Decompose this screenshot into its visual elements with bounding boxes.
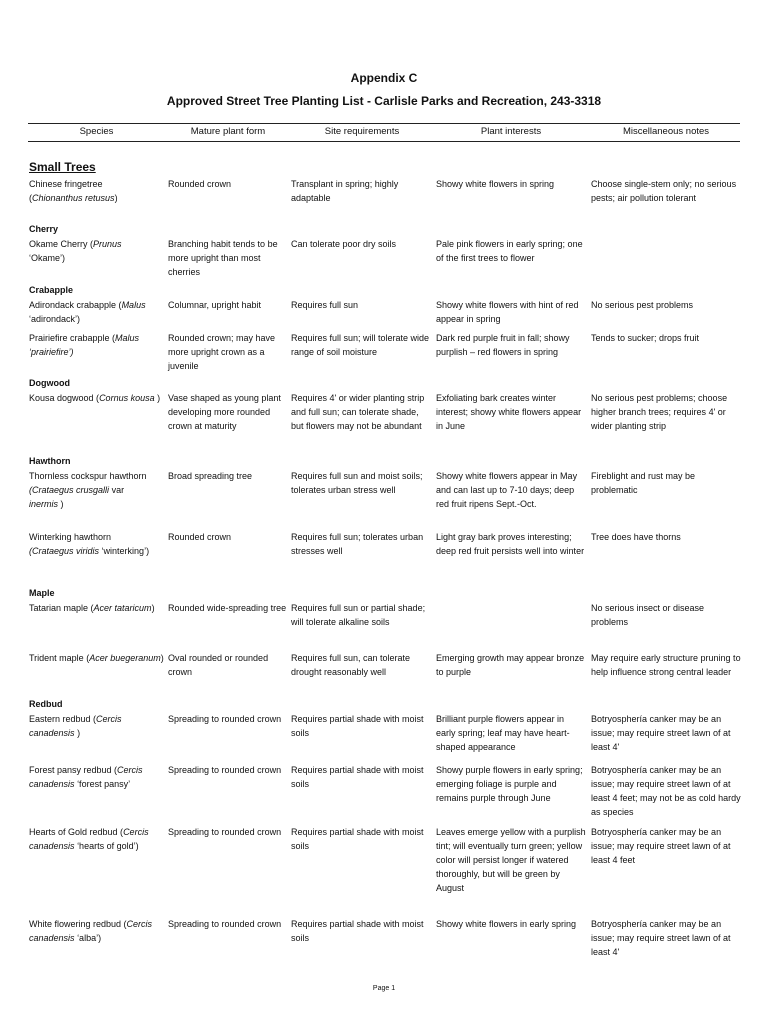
table-row-species — [29, 331, 164, 359]
plant-interests-cell: Pale pink flowers in early spring; one of the first trees to flower — [436, 239, 583, 263]
mature-form-cell: Spreading to rounded crown — [168, 765, 282, 775]
species-cultivar: ‘prairiefire’) — [29, 347, 74, 357]
species-common-name: Adirondack crabapple ( — [29, 300, 122, 310]
page-title: Appendix C — [350, 71, 418, 85]
species-latin-name: Cornus kousa — [99, 393, 155, 403]
table-row-species — [29, 469, 164, 511]
table-row-species: Chinese fringetree (Chionanthus retusus) — [29, 179, 118, 203]
mature-form-cell: Branching habit tends to be more upright than most cherries — [168, 239, 278, 277]
species-common-name: Forest pansy redbud ( — [29, 765, 118, 775]
species-latin-name: Cercis canadensis — [29, 827, 149, 851]
mature-form-cell: Vase shaped as young plant developing more rounded crown at maturity — [168, 393, 281, 431]
species-common-name: Hearts of Gold redbud ( — [29, 827, 124, 837]
table-row-species — [29, 763, 164, 791]
misc-notes-cell: Botryosphería canker may be an issue; may require street lawn of at least 4' — [591, 919, 731, 957]
header-species: Species — [79, 126, 114, 137]
plant-interests-cell: Dark red purple fruit in fall; showy purplish – red flowers in spring — [436, 333, 570, 357]
species-common-name: Thornless cockspur hawthorn — [29, 471, 147, 481]
header-site-requirements: Site requirements — [324, 126, 400, 137]
species-latin-name: (Crataegus viridis — [29, 546, 100, 556]
plant-interests-cell: Exfoliating bark creates winter interest; showy white flowers appear in June — [436, 393, 582, 431]
misc-notes-cell: Botryosphería canker may be an issue; may require street lawn of at least 4' — [591, 714, 731, 752]
species-cultivar: var — [111, 485, 125, 495]
mature-form-cell: Rounded crown — [168, 179, 232, 189]
header-top-rule — [28, 123, 740, 124]
group-heading-hawthorn: Hawthorn — [29, 456, 71, 466]
site-requirements-cell: Requires full sun or partial shade; will tolerate alkaline soils — [291, 603, 426, 627]
species-latin-name: Acer buegeranum — [89, 653, 161, 663]
species-latin-name: Malus — [115, 333, 140, 343]
species-common-name: Trident maple ( — [29, 653, 90, 663]
species-cultivar: ) — [77, 728, 81, 738]
table-row-species — [29, 651, 164, 665]
species-latin-name: Cercis canadensis — [29, 919, 153, 943]
plant-interests-cell: Showy white flowers appear in May and can last up to 7-10 days; deep red fruit ripens Sept.-Oct. — [436, 471, 578, 509]
section-small-trees: Small Trees — [29, 160, 96, 174]
species-common-name: Kousa dogwood ( — [29, 393, 100, 403]
species-cultivar: ) — [151, 603, 155, 613]
page-subtitle: Approved Street Tree Planting List - Carlisle Parks and Recreation, 243-3318 — [166, 94, 602, 108]
plant-interests-cell: Showy purple flowers in early spring; emerging foliage is purple and remains purple through June — [436, 765, 583, 803]
species-latin-name: Prunus — [93, 239, 122, 249]
site-requirements-cell: Requires full sun — [291, 300, 359, 310]
site-requirements-cell: Requires full sun; will tolerate wide range of soil moisture — [291, 333, 430, 357]
header-plant-interests: Plant interests — [480, 126, 542, 137]
species-latin-name: Acer tataricum — [93, 603, 152, 613]
misc-notes-cell: Botryosphería canker may be an issue; may require street lawn of at least 4 feet; may not be as cold hardy as species — [591, 765, 741, 817]
site-requirements-cell: Requires full sun, can tolerate drought reasonably well — [291, 653, 411, 677]
site-requirements-cell: Requires partial shade with moist soils — [291, 827, 424, 851]
group-heading-dogwood: Dogwood — [29, 378, 70, 388]
plant-interests-cell: Showy white flowers in spring — [436, 179, 555, 189]
site-requirements-cell: Requires partial shade with moist soils — [291, 765, 424, 789]
table-row-species — [29, 237, 164, 265]
mature-form-cell: Broad spreading tree — [168, 471, 253, 481]
misc-notes-cell: Botryosphería canker may be an issue; may require street lawn of at least 4 feet — [591, 827, 731, 865]
header-mature-form: Mature plant form — [190, 126, 266, 137]
species-common-name: Winterking hawthorn — [29, 532, 112, 542]
species-common-name: Prairiefire crabapple ( — [29, 333, 116, 343]
misc-notes-cell: Tends to sucker; drops fruit — [591, 333, 700, 343]
plant-interests-cell: Light gray bark proves interesting; deep red fruit persists well into winter — [436, 532, 585, 556]
site-requirements-cell: Requires partial shade with moist soils — [291, 919, 424, 943]
mature-form-cell: Rounded wide-spreading tree — [168, 603, 287, 613]
header-bottom-rule — [28, 141, 740, 142]
header-misc-notes: Miscellaneous notes — [622, 126, 710, 137]
species-cultivar: ‘adirondack’) — [29, 314, 81, 324]
site-requirements-cell: Requires full sun and moist soils; tolerates urban stress well — [291, 471, 423, 495]
species-latin-variety: inermis — [29, 499, 59, 509]
table-row-species — [29, 825, 164, 853]
species-latin-name: Cercis canadensis — [29, 765, 143, 789]
table-row-species — [29, 601, 164, 615]
misc-notes-cell: No serious pest problems; choose higher branch trees; requires 4' or wider planting strip — [591, 393, 728, 431]
species-latin-name: Cercis canadensis — [29, 714, 122, 738]
plant-interests-cell: Showy white flowers in early spring — [436, 919, 577, 929]
species-common-name: Chinese fringetree — [29, 179, 103, 189]
site-requirements-cell: Requires 4' or wider planting strip and full sun; can tolerate shade, but flowers may not be abundant — [291, 393, 425, 431]
table-row-species — [29, 530, 164, 558]
plant-interests-cell: Brilliant purple flowers appear in early spring; leaf may have heart-shaped appearance — [436, 714, 570, 752]
table-row-species — [29, 712, 164, 740]
misc-notes-cell: Choose single-stem only; no serious pests; air pollution tolerant — [591, 179, 737, 203]
plant-interests-cell: Showy white flowers with hint of red appear in spring — [436, 300, 579, 324]
species-latin-name: Malus — [121, 300, 146, 310]
species-cultivar: ‘Okame’) — [29, 253, 66, 263]
mature-form-cell: Spreading to rounded crown — [168, 714, 282, 724]
site-requirements-cell: Requires partial shade with moist soils — [291, 714, 424, 738]
group-heading-crabapple: Crabapple — [29, 285, 74, 295]
site-requirements-cell: Transplant in spring; highly adaptable — [291, 179, 399, 203]
plant-interests-cell: Emerging growth may appear bronze to purple — [436, 653, 585, 677]
site-requirements-cell: Can tolerate poor dry soils — [291, 239, 397, 249]
species-latin-name: Chionanthus retusus — [32, 193, 115, 203]
mature-form-cell: Columnar, upright habit — [168, 300, 262, 310]
species-common-name: Eastern redbud ( — [29, 714, 97, 724]
table-row-species — [29, 298, 164, 326]
species-latin-name: (Crataegus crusgalli — [29, 485, 110, 495]
misc-notes-cell: No serious pest problems — [591, 300, 694, 310]
mature-form-cell: Rounded crown; may have more upright crown as a juvenile — [168, 333, 276, 371]
species-cultivar-close: ) — [60, 499, 64, 509]
species-common-name: Tatarian maple ( — [29, 603, 94, 613]
species-common-name: Okame Cherry ( — [29, 239, 94, 249]
site-requirements-cell: Requires full sun; tolerates urban stresses well — [291, 532, 424, 556]
mature-form-cell: Rounded crown — [168, 532, 232, 542]
table-row-species — [29, 917, 164, 945]
mature-form-cell: Spreading to rounded crown — [168, 919, 282, 929]
table-row-species — [29, 391, 164, 405]
species-cultivar: ) — [157, 393, 161, 403]
species-cultivar: ‘winterking’) — [101, 546, 150, 556]
species-cultivar: ‘forest pansy’ — [77, 779, 131, 789]
mature-form-cell: Oval rounded or rounded crown — [168, 653, 269, 677]
misc-notes-cell: May require early structure pruning to help influence strong central leader — [591, 653, 741, 677]
plant-interests-cell: Leaves emerge yellow with a purplish tint; will eventually turn green; yellow color will persist longer if watered thoroughly, but will be green by August — [436, 827, 586, 893]
species-cultivar: ‘hearts of gold’) — [77, 841, 139, 851]
page-number: Page 1 — [372, 985, 396, 992]
misc-notes-cell: Fireblight and rust may be problematic — [591, 471, 696, 495]
misc-notes-cell: No serious insect or disease problems — [591, 603, 705, 627]
species-cultivar: ‘alba’) — [77, 933, 102, 943]
species-cultivar: ) — [160, 653, 164, 663]
species-common-name: White flowering redbud ( — [29, 919, 127, 929]
group-heading-maple: Maple — [29, 588, 55, 598]
group-heading-cherry: Cherry — [29, 224, 59, 234]
mature-form-cell: Spreading to rounded crown — [168, 827, 282, 837]
misc-notes-cell: Tree does have thorns — [591, 532, 681, 542]
group-heading-redbud: Redbud — [29, 699, 63, 709]
